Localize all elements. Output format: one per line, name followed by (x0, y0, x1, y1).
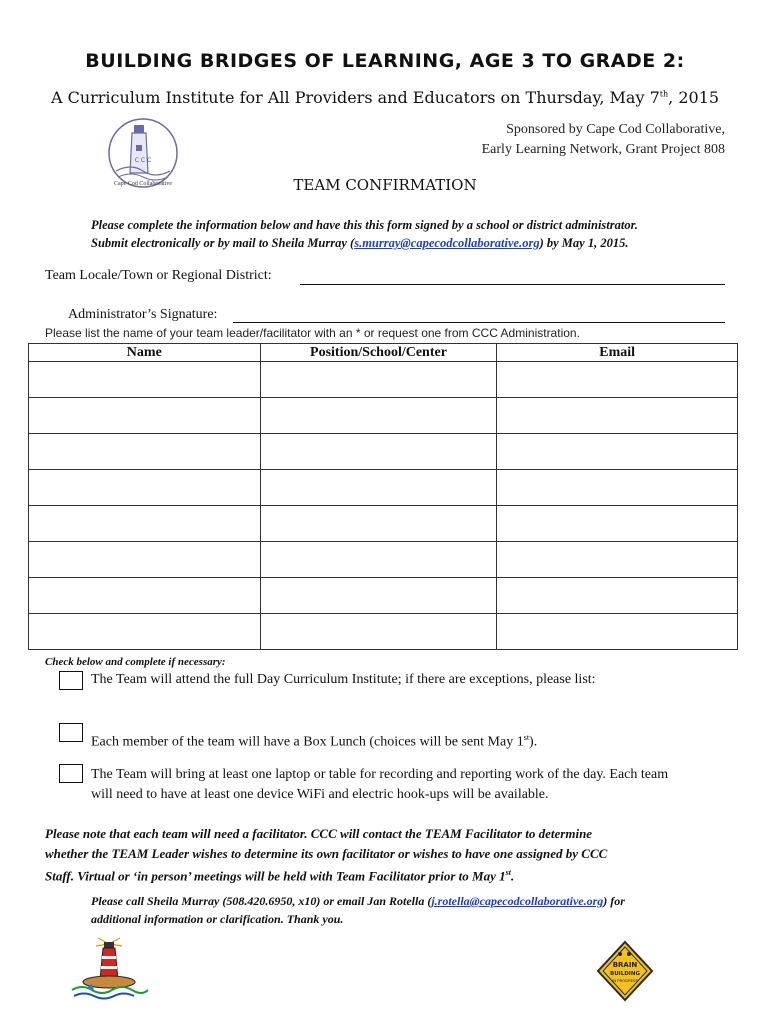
instructions (91, 216, 731, 252)
table-row (29, 542, 738, 578)
name-cell[interactable] (29, 398, 261, 434)
email-cell[interactable] (497, 542, 738, 578)
laptop-checkbox[interactable] (59, 764, 83, 783)
table-row (29, 362, 738, 398)
table-row (29, 578, 738, 614)
sponsor-block (482, 120, 725, 160)
full-day-checkbox[interactable] (59, 671, 83, 690)
email-cell[interactable] (497, 398, 738, 434)
brain-building-badge (596, 940, 654, 1002)
facilitator-note: Please note that each team will need a facilitator. CCC will contact the TEAM Facilitator to determine whether the TEAM Leader wishes to determine its own facilitator or wishes to have one assigned by CCC Staff. Virtual or ‘in person’ meetings will be held with Team Facilitator prior to May 1st. (45, 826, 608, 884)
position-cell[interactable] (260, 578, 497, 614)
position-cell[interactable] (260, 614, 497, 650)
position-cell[interactable] (260, 542, 497, 578)
name-cell[interactable] (29, 470, 261, 506)
name-column-header: Name (29, 344, 261, 362)
instructions-line-2: Submit electronically or by mail to Sheila Murray (s.murray@capecodcollaborative.org) by May 1, 2015. (91, 236, 629, 250)
document-subtitle: A Curriculum Institute for All Providers and Educators on Thursday, May 7th, 2015 (50, 88, 720, 107)
form-heading: TEAM CONFIRMATION (293, 176, 477, 194)
email-column-header: Email (497, 344, 738, 362)
sheila-email-link[interactable]: s.murray@capecodcollaborative.org (354, 236, 540, 250)
brain-building-badge-icon (596, 940, 654, 1002)
table-row (29, 398, 738, 434)
jan-email-link[interactable]: j.rotella@capecodcollaborative.org (431, 894, 604, 908)
email-cell[interactable] (497, 362, 738, 398)
contact-info: Please call Sheila Murray (508.420.6950, x10) or email Jan Rotella (j.rotella@capecodcollaborative.org) for additional information or clarification. Thank you. (91, 894, 625, 926)
box-lunch-option-label: Each member of the team will have a Box Lunch (choices will be sent May 1st). (91, 733, 538, 750)
table-row (29, 470, 738, 506)
table-row (29, 434, 738, 470)
name-cell[interactable] (29, 434, 261, 470)
team-table (28, 343, 738, 650)
position-cell[interactable] (260, 506, 497, 542)
document-title: BUILDING BRIDGES OF LEARNING, AGE 3 TO GRADE 2: (85, 50, 685, 72)
name-cell[interactable] (29, 614, 261, 650)
logo-caption: Cape Cod Collaborative (114, 181, 172, 187)
team-list-note: Please list the name of your team leader/facilitator with an * or request one from CCC Administration. (45, 326, 580, 340)
name-cell[interactable] (29, 542, 261, 578)
email-cell[interactable] (497, 470, 738, 506)
sponsor-line-1: Sponsored by Cape Cod Collaborative, (506, 122, 725, 137)
lighthouse-clipart (68, 936, 150, 1002)
name-cell[interactable] (29, 578, 261, 614)
position-cell[interactable] (260, 434, 497, 470)
sponsor-line-2: Early Learning Network, Grant Project 808 (481, 142, 725, 157)
locale-input-line[interactable] (300, 284, 725, 285)
signature-input-line[interactable] (233, 322, 725, 323)
table-row (29, 614, 738, 650)
name-cell[interactable] (29, 362, 261, 398)
email-cell[interactable] (497, 614, 738, 650)
logo-letters: C C C (134, 157, 152, 164)
table-header-row (29, 344, 738, 362)
box-lunch-checkbox[interactable] (59, 723, 83, 742)
checkbox-intro: Check below and complete if necessary: (45, 656, 226, 668)
badge-line-2: BUILDING (610, 971, 640, 977)
email-cell[interactable] (497, 578, 738, 614)
email-cell[interactable] (497, 434, 738, 470)
badge-line-1: BRAIN (612, 961, 638, 969)
locale-label: Team Locale/Town or Regional District: (45, 268, 272, 283)
laptop-option-label: The Team will bring at least one laptop or table for recording and reporting work of the day. Each team will need to have at least one device WiFi and electric hook-ups will be available. (91, 767, 669, 802)
position-column-header: Position/School/Center (260, 344, 497, 362)
instructions-line-1: Please complete the information below and have this this form signed by a school or district administrator. (91, 218, 638, 232)
full-day-option-label: The Team will attend the full Day Curriculum Institute; if there are exceptions, please list: (91, 672, 596, 687)
badge-line-3: IN PROGRESS (612, 978, 638, 983)
lighthouse-icon (68, 936, 150, 1002)
table-row (29, 506, 738, 542)
signature-label: Administrator’s Signature: (68, 307, 218, 322)
email-cell[interactable] (497, 506, 738, 542)
position-cell[interactable] (260, 398, 497, 434)
position-cell[interactable] (260, 470, 497, 506)
position-cell[interactable] (260, 362, 497, 398)
name-cell[interactable] (29, 506, 261, 542)
